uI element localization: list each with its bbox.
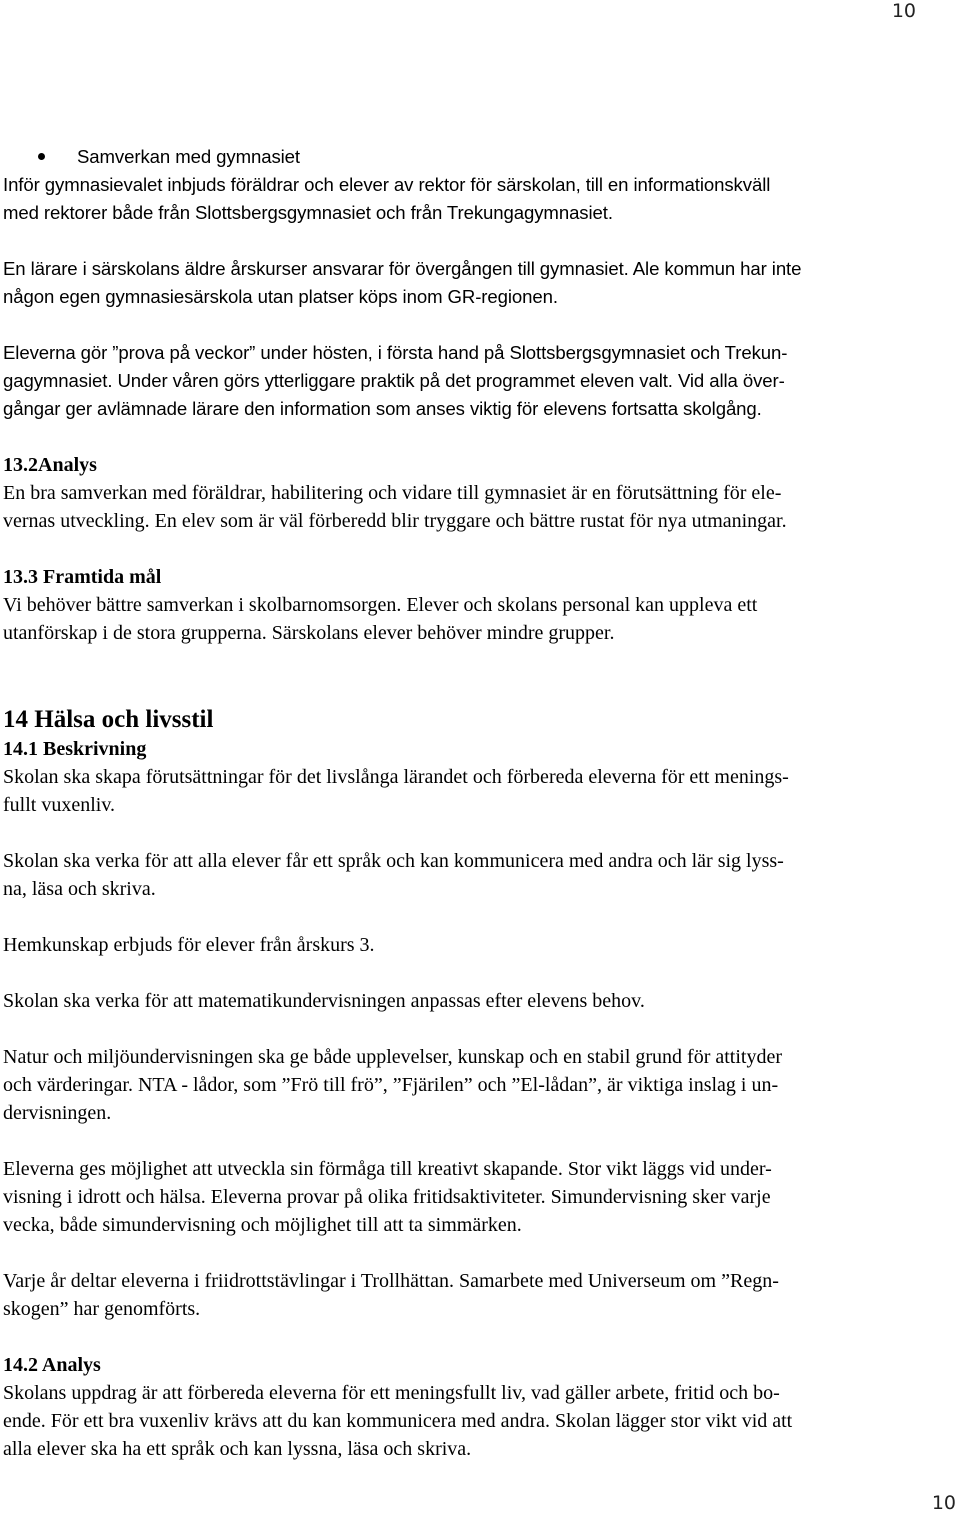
text-line: Skolan ska skapa förutsättningar för det livslånga lärandet och förbereda eleverna för ett menings- bbox=[3, 766, 789, 788]
text-line: Eleverna ges möjlighet att utveckla sin förmåga till kreativt skapande. Stor vikt läggs vid under- bbox=[3, 1158, 772, 1180]
heading-14-2: 14.2 Analys bbox=[3, 1354, 101, 1376]
paragraph-prova-pa bbox=[3, 339, 958, 423]
heading-13-2: 13.2Analys bbox=[3, 454, 97, 476]
text-line: fullt vuxenliv. bbox=[3, 794, 116, 816]
text-line: Eleverna gör ”prova på veckor” under hösten, i första hand på Slottsbergsgymnasiet och Trekun- bbox=[3, 342, 788, 363]
text-line: Varje år deltar eleverna i friidrottstävlingar i Trollhättan. Samarbete med Universeum om ”Regn- bbox=[3, 1270, 779, 1292]
page-number-bottom: 10 bbox=[931, 1492, 956, 1514]
paragraph-14-1c bbox=[3, 931, 958, 959]
text-line: gagymnasiet. Under våren görs ytterliggare praktik på det programmet eleven valt. Vid alla över- bbox=[3, 370, 785, 391]
text-line: visning i idrott och hälsa. Eleverna provar på olika fritidsaktiviteter. Simundervisning sker varje bbox=[3, 1186, 771, 1208]
text-line: Vi behöver bättre samverkan i skolbarnomsorgen. Elever och skolans personal kan uppleva ett bbox=[3, 594, 758, 616]
text-line: någon egen gymnasiesärskola utan platser köps inom GR-regionen. bbox=[3, 286, 558, 307]
text-line: Hemkunskap erbjuds för elever från årskurs 3. bbox=[3, 934, 375, 956]
text-line: alla elever ska ha ett språk och kan lyssna, läsa och skriva. bbox=[3, 1438, 472, 1460]
text-line: ende. För ett bra vuxenliv krävs att du kan kommunicera med andra. Skolan lägger stor vikt vid att bbox=[3, 1410, 793, 1432]
text-line: vernas utveckling. En elev som är väl förberedd blir tryggare och bättre rustat för nya utmaningar. bbox=[3, 510, 787, 532]
text-line: Skolan ska verka för att matematikundervisningen anpassas efter elevens behov. bbox=[3, 990, 645, 1012]
text-line: En lärare i särskolans äldre årskurser ansvarar för övergången till gymnasiet. Ale kommun har inte bbox=[3, 258, 802, 279]
heading-14: 14 Hälsa och livsstil bbox=[3, 706, 214, 733]
text-line: Skolan ska verka för att alla elever får ett språk och kan kommunicera med andra och lär sig lyss- bbox=[3, 850, 784, 872]
text-line: med rektorer både från Slottsbergsgymnasiet och från Trekungagymnasiet. bbox=[3, 202, 613, 223]
paragraph-14-1b bbox=[3, 847, 958, 903]
page-number-top: 10 bbox=[891, 0, 916, 22]
paragraph-13-3 bbox=[3, 591, 958, 647]
paragraph-larare bbox=[3, 255, 958, 311]
bullet-item-label: Samverkan med gymnasiet bbox=[77, 146, 300, 167]
text-line: utanförskap i de stora grupperna. Särskolans elever behöver mindre grupper. bbox=[3, 622, 615, 644]
bullet-item bbox=[3, 143, 958, 171]
paragraph-14-1f bbox=[3, 1155, 958, 1239]
paragraph-14-1g bbox=[3, 1267, 958, 1323]
text-line: na, läsa och skriva. bbox=[3, 878, 156, 900]
text-line: vecka, både simundervisning och möjlighet till att ta simmärken. bbox=[3, 1214, 522, 1236]
paragraph-13-2 bbox=[3, 479, 958, 535]
heading-13-3: 13.3 Framtida mål bbox=[3, 566, 162, 588]
text-line: En bra samverkan med föräldrar, habilitering och vidare till gymnasiet är en förutsättning för ele- bbox=[3, 482, 782, 504]
paragraph-14-2 bbox=[3, 1379, 958, 1463]
text-line: Natur och miljöundervisningen ska ge både upplevelser, kunskap och en stabil grund för attityder bbox=[3, 1046, 782, 1068]
text-line: och värderingar. NTA - lådor, som ”Frö till frö”, ”Fjärilen” och ”El-lådan”, är viktiga inslag i un- bbox=[3, 1074, 779, 1096]
text-line: Skolans uppdrag är att förbereda eleverna för ett meningsfullt liv, vad gäller arbete, fritid och bo- bbox=[3, 1382, 780, 1404]
paragraph-14-1a bbox=[3, 763, 958, 819]
text-line: dervisningen. bbox=[3, 1102, 112, 1124]
paragraph-14-1d bbox=[3, 987, 958, 1015]
document-body bbox=[3, 143, 958, 1463]
text-line: skogen” har genomförts. bbox=[3, 1298, 201, 1320]
heading-14-1: 14.1 Beskrivning bbox=[3, 738, 147, 760]
bullet-icon bbox=[38, 153, 45, 160]
paragraph-gymnasievalet bbox=[3, 171, 958, 227]
paragraph-14-1e bbox=[3, 1043, 958, 1127]
text-line: Inför gymnasievalet inbjuds föräldrar och elever av rektor för särskolan, till en informationskväll bbox=[3, 174, 771, 195]
text-line: gångar ger avlämnade lärare den information som anses viktig för elevens fortsatta skolgång. bbox=[3, 398, 762, 419]
